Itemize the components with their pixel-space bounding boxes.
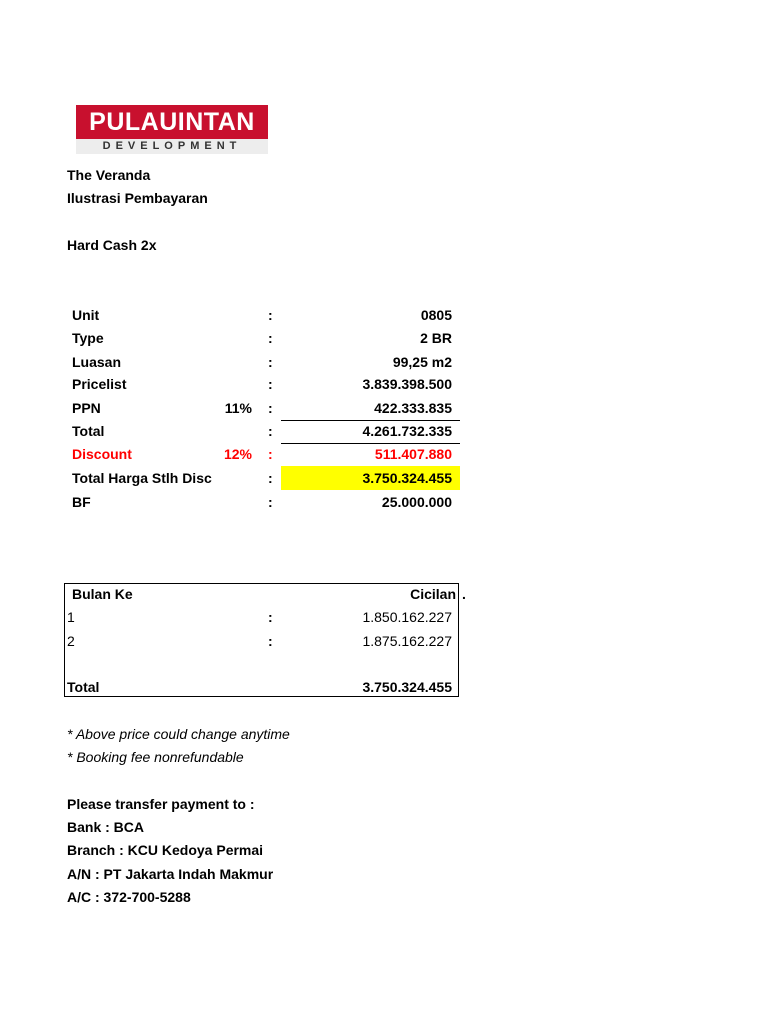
colon: : xyxy=(268,400,273,416)
note-booking-fee: * Booking fee nonrefundable xyxy=(67,749,244,765)
note-price-change: * Above price could change anytime xyxy=(67,726,290,742)
payment-intro: Please transfer payment to : xyxy=(67,796,255,812)
total-after-disc-label: Total Harga Stlh Disc xyxy=(72,470,212,486)
account-number: A/C : 372-700-5288 xyxy=(67,889,191,905)
luasan-label: Luasan xyxy=(72,354,122,370)
table-row-month: 2 xyxy=(67,633,75,649)
type-value: 2 BR xyxy=(420,330,452,346)
bf-label: BF xyxy=(72,494,91,510)
colon: : xyxy=(268,446,273,462)
ppn-label: PPN xyxy=(72,400,101,416)
header-month: Bulan Ke xyxy=(72,586,133,602)
underline-divider xyxy=(281,420,460,421)
colon: : xyxy=(268,307,273,323)
trailing-mark: . xyxy=(462,586,466,602)
bank-branch: Branch : KCU Kedoya Permai xyxy=(67,842,264,858)
header-amount: Cicilan xyxy=(410,586,456,602)
colon: : xyxy=(268,494,273,510)
logo-subtitle: DEVELOPMENT xyxy=(76,139,268,154)
total-after-disc-value: 3.750.324.455 xyxy=(362,470,452,486)
underline-divider xyxy=(281,443,460,444)
table-row-amount: 1.850.162.227 xyxy=(362,609,452,625)
table-row-month: 1 xyxy=(67,609,75,625)
discount-label: Discount xyxy=(72,446,132,462)
document-title: Ilustrasi Pembayaran xyxy=(67,190,208,206)
account-name: A/N : PT Jakarta Indah Makmur xyxy=(67,866,274,882)
table-total-value: 3.750.324.455 xyxy=(362,679,452,695)
ppn-value: 422.333.835 xyxy=(374,400,452,416)
table-total-label: Total xyxy=(67,679,100,695)
discount-percent: 12% xyxy=(223,446,252,462)
type-label: Type xyxy=(72,330,104,346)
table-row-amount: 1.875.162.227 xyxy=(362,633,452,649)
colon: : xyxy=(268,330,273,346)
colon: : xyxy=(268,470,273,486)
pricelist-value: 3.839.398.500 xyxy=(362,376,452,392)
pricelist-label: Pricelist xyxy=(72,376,127,392)
total-label: Total xyxy=(72,423,105,439)
unit-value: 0805 xyxy=(420,307,452,323)
colon: : xyxy=(268,423,273,439)
bank-name: Bank : BCA xyxy=(67,819,145,835)
ppn-percent: 11% xyxy=(224,400,252,416)
project-name: The Veranda xyxy=(67,167,151,183)
discount-value: 511.407.880 xyxy=(374,446,452,462)
colon: : xyxy=(268,354,273,370)
logo-brand: PULAUINTAN xyxy=(76,105,268,139)
payment-scheme: Hard Cash 2x xyxy=(67,237,157,253)
bf-value: 25.000.000 xyxy=(381,494,452,510)
colon: : xyxy=(268,633,273,649)
company-logo xyxy=(76,105,268,154)
luasan-value: 99,25 m2 xyxy=(392,354,452,370)
colon: : xyxy=(268,609,273,625)
colon: : xyxy=(268,376,273,392)
total-value: 4.261.732.335 xyxy=(362,423,452,439)
unit-label: Unit xyxy=(72,307,100,323)
